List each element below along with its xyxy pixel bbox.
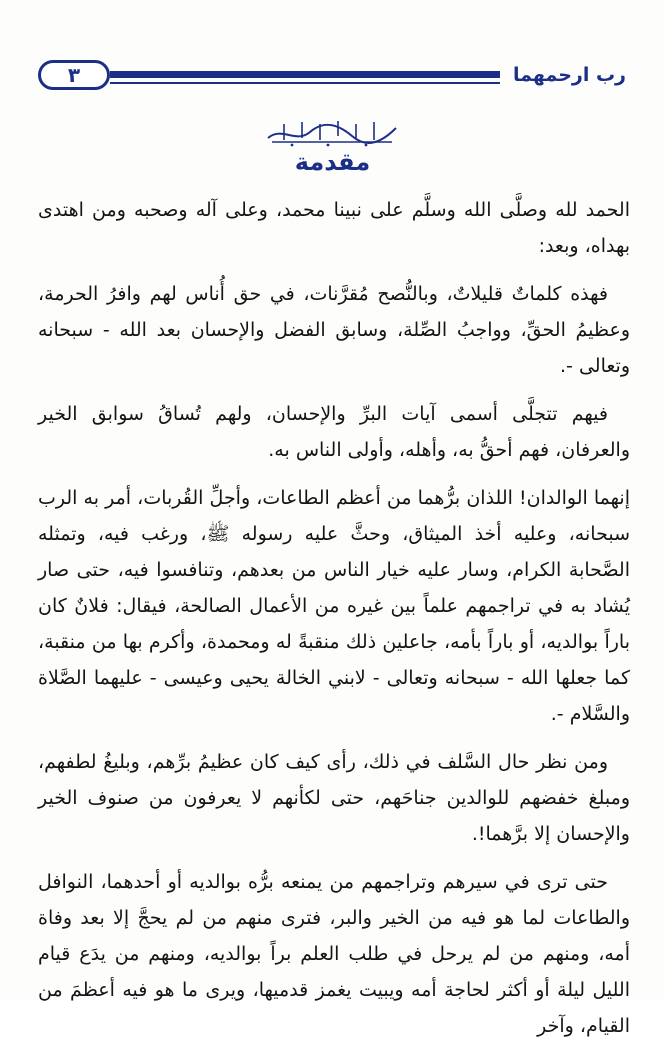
paragraph: الحمد لله وصلَّى الله وسلَّم على نبينا محمد، وعلى آله وصحبه ومن اهتدى بهداه، وبعد: xyxy=(38,199,630,257)
paragraph: ومن نظر حال السَّلف في ذلك، رأى كيف كان عظيمُ برِّهم، وبليغُ لطفهم، ومبلغ خفضهم للوالدين جناحَهم، حتى لكأنهم لا يعرفون من صنوف الخير والإحسان إلا برَّهما!. xyxy=(38,751,630,845)
paragraph: إنهما الوالدان! اللذان برُّهما من أعظم الطاعات، وأجلِّ القُربات، أمر به الرب سبحانه، وعليه أخذ الميثاق، وحثَّ عليه رسوله ﷺ، ورغب فيه، وتمثله الصَّحابة الكرام، وسار عليه خيار الناس من بعدهم، وتنافسوا فيه، حتى صار يُشاد به في تراجمهم علماً بين غيره من الأعمال الصالحة، فيقال: فلانٌ كان باراً بوالديه، أو باراً بأمه، جاعلين ذلك منقبةً له ومحمدة، وأكرم بها من منقبة، كما جعلها الله - سبحانه وتعالى - لابني الخالة يحيى وعيسى - عليهما الصَّلاة والسَّلام -. xyxy=(38,487,630,725)
page-number: ٣ xyxy=(38,60,110,90)
basmala-calligraphy-icon xyxy=(262,118,402,148)
paragraph: فهذه كلماتٌ قليلاتٌ، وبالنُّصح مُقرَّنات، في حق أُناس لهم وافرُ الحرمة، وعظيمُ الحقِّ، وواجبُ الصِّلة، وسابق الفضل والإحسان بعد الله - سبحانه وتعالى -. xyxy=(38,283,630,377)
running-title xyxy=(500,58,628,92)
running-header xyxy=(38,58,628,94)
header-rule-thick xyxy=(110,71,500,78)
section-title: مقدمة xyxy=(294,148,371,176)
header-rule-thin xyxy=(110,82,500,84)
running-title-text: رب ارحمهما xyxy=(513,64,626,86)
paragraph: فيهم تتجلَّى أسمى آيات البرِّ والإحسان، ولهم تُساقُ سوابق الخير والعرفان، فهم أحقُّ به، وأهله، وأولى الناس به. xyxy=(38,403,630,461)
paragraph: حتى ترى في سيرهم وتراجمهم من يمنعه برُّه بوالديه أو أحدهما، النوافل والطاعات لما هو فيه من الخير والبر، فترى منهم من لم يحجَّ إلا بعد وفاة أمه، ومنهم من لم يرحل في طلب العلم براً بوالديه، ومنهم من يدَع قيام الليل ليلة أو أكثر لحاجة أمه ويبيت يغمز قدميها، ويرى ما هو فيه أعظمَ من القيام، وآخر xyxy=(38,871,630,1037)
body-text xyxy=(38,192,630,1056)
